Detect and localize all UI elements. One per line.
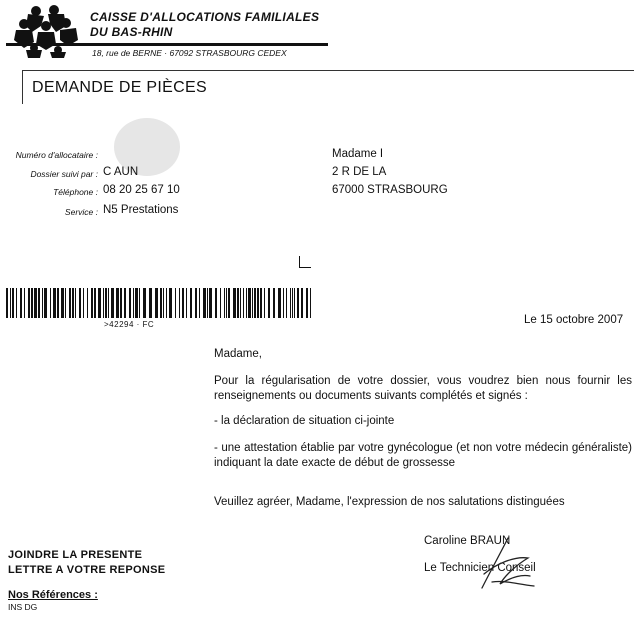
barcode-bar xyxy=(163,288,164,318)
barcode-bar xyxy=(6,288,8,318)
barcode-bar xyxy=(182,288,184,318)
sender-org-line2: DU BAS-RHIN xyxy=(90,25,173,39)
barcode-bar xyxy=(94,288,96,318)
barcode-bar xyxy=(306,288,308,318)
barcode-bar xyxy=(237,288,239,318)
references-label: Nos Références : xyxy=(8,589,98,601)
barcode-bar xyxy=(124,288,126,318)
barcode-bar xyxy=(233,288,236,318)
barcode-bar xyxy=(120,288,122,318)
barcode-bar xyxy=(75,288,76,318)
barcode-bar xyxy=(10,288,11,318)
barcode-bar xyxy=(57,288,59,318)
barcode-bar xyxy=(190,288,192,318)
barcode-bar xyxy=(278,288,281,318)
suivi-value: C AUN xyxy=(103,166,139,178)
barcode-bar xyxy=(135,288,138,318)
barcode-bar xyxy=(50,288,51,318)
barcode-bar xyxy=(286,288,287,318)
barcode-bar xyxy=(166,288,167,318)
barcode-bar xyxy=(203,288,206,318)
barcode-number: >42294 · FC xyxy=(104,320,155,329)
sender-org-line1: CAISSE D'ALLOCATIONS FAMILIALES xyxy=(90,10,320,24)
barcode-bar xyxy=(61,288,64,318)
barcode-bar xyxy=(228,288,230,318)
barcode-bar xyxy=(240,288,241,318)
barcode-bar xyxy=(273,288,275,318)
barcode-bar xyxy=(207,288,208,318)
barcode-bar xyxy=(215,288,217,318)
request-paragraph: Pour la régularisation de votre dossier, vous voudrez bien nous fournir les renseignements ou documents suivants complétés et signés : xyxy=(214,375,632,402)
barcode-bar xyxy=(87,288,88,318)
barcode-bar xyxy=(226,288,227,318)
barcode-bar xyxy=(103,288,104,318)
barcode-bar xyxy=(149,288,152,318)
barcode-bar xyxy=(65,288,66,318)
barcode-bar xyxy=(38,288,40,318)
document-item-1: - la déclaration de situation ci-jointe xyxy=(214,415,395,427)
header-rule xyxy=(6,43,328,46)
barcode-bar xyxy=(268,288,270,318)
barcode-bar xyxy=(254,288,256,318)
barcode-bar xyxy=(133,288,134,318)
barcode-bar xyxy=(264,288,265,318)
service-label: Service : xyxy=(64,207,98,217)
barcode-bar xyxy=(195,288,197,318)
barcode-bar xyxy=(260,288,262,318)
barcode-bar xyxy=(28,288,30,318)
recipient-line1: Madame I xyxy=(332,148,384,160)
barcode-bar xyxy=(72,288,74,318)
barcode-bar xyxy=(257,288,259,318)
barcode-bar xyxy=(199,288,200,318)
telephone-label: Téléphone : xyxy=(53,187,98,197)
barcode-bar xyxy=(297,288,299,318)
caf-logo xyxy=(8,4,86,58)
barcode-bar xyxy=(292,288,293,318)
window-corner-mark xyxy=(299,256,311,268)
barcode-bar xyxy=(69,288,71,318)
telephone-value: 08 20 25 67 10 xyxy=(103,184,180,196)
recipient-line3: 67000 STRASBOURG xyxy=(332,184,448,196)
signatory-role: Le Technicien Conseil xyxy=(424,562,536,574)
barcode-bar xyxy=(42,288,43,318)
barcode-bar xyxy=(139,288,140,318)
barcode-bar xyxy=(20,288,22,318)
barcode-graphic xyxy=(6,288,312,318)
barcode-bar xyxy=(155,288,158,318)
salutation: Madame, xyxy=(214,348,262,360)
barcode-bar xyxy=(16,288,17,318)
barcode-bar xyxy=(294,288,295,318)
document-item-2: - une attestation établie par votre gynécologue (et non votre médecin généraliste) indiquant la date exacte de début de grossesse xyxy=(214,442,632,469)
references-value: INS DG xyxy=(8,602,38,612)
barcode-bar xyxy=(105,288,107,318)
barcode-bar xyxy=(44,288,47,318)
barcode-bar xyxy=(224,288,225,318)
document-date: Le 15 octobre 2007 xyxy=(524,314,624,326)
allocataire-label: Numéro d'allocataire : xyxy=(15,150,98,160)
barcode-bar xyxy=(24,288,25,318)
suivi-label: Dossier suivi par : xyxy=(30,169,98,179)
barcode-bar xyxy=(129,288,131,318)
sender-address: 18, rue de BERNE · 67092 STRASBOURG CEDEX xyxy=(92,48,287,58)
barcode-bar xyxy=(243,288,244,318)
barcode-bar xyxy=(179,288,180,318)
barcode-bar xyxy=(143,288,146,318)
instruction-line1: JOINDRE LA PRESENTE xyxy=(8,549,143,561)
barcode-bar xyxy=(220,288,221,318)
barcode-bar xyxy=(283,288,284,318)
barcode-bar xyxy=(53,288,56,318)
barcode-bar xyxy=(116,288,119,318)
barcode-bar xyxy=(301,288,303,318)
closing-formula: Veuillez agréer, Madame, l'expression de nos salutations distinguées xyxy=(214,496,565,508)
barcode-bar xyxy=(246,288,247,318)
barcode-bar xyxy=(209,288,212,318)
barcode-bar xyxy=(91,288,93,318)
barcode-bar xyxy=(111,288,114,318)
barcode-bar xyxy=(108,288,109,318)
handwritten-signature xyxy=(470,534,540,594)
barcode-bar xyxy=(186,288,187,318)
barcode-bar xyxy=(12,288,14,318)
barcode-bar xyxy=(175,288,176,318)
barcode-bar xyxy=(79,288,81,318)
barcode-bar xyxy=(83,288,84,318)
document-title: DEMANDE DE PIÈCES xyxy=(32,79,207,96)
barcode-bar xyxy=(252,288,253,318)
recipient-line2: 2 R DE LA xyxy=(332,166,387,178)
barcode-bar xyxy=(310,288,311,318)
barcode-bar xyxy=(98,288,101,318)
service-value: N5 Prestations xyxy=(103,204,179,216)
barcode-bar xyxy=(31,288,33,318)
signatory-name: Caroline BRAUN xyxy=(424,535,511,547)
barcode-bar xyxy=(169,288,172,318)
barcode-bar xyxy=(34,288,37,318)
barcode-bar xyxy=(290,288,291,318)
barcode-bar xyxy=(248,288,251,318)
instruction-line2: LETTRE A VOTRE REPONSE xyxy=(8,564,166,576)
barcode-bar xyxy=(160,288,162,318)
